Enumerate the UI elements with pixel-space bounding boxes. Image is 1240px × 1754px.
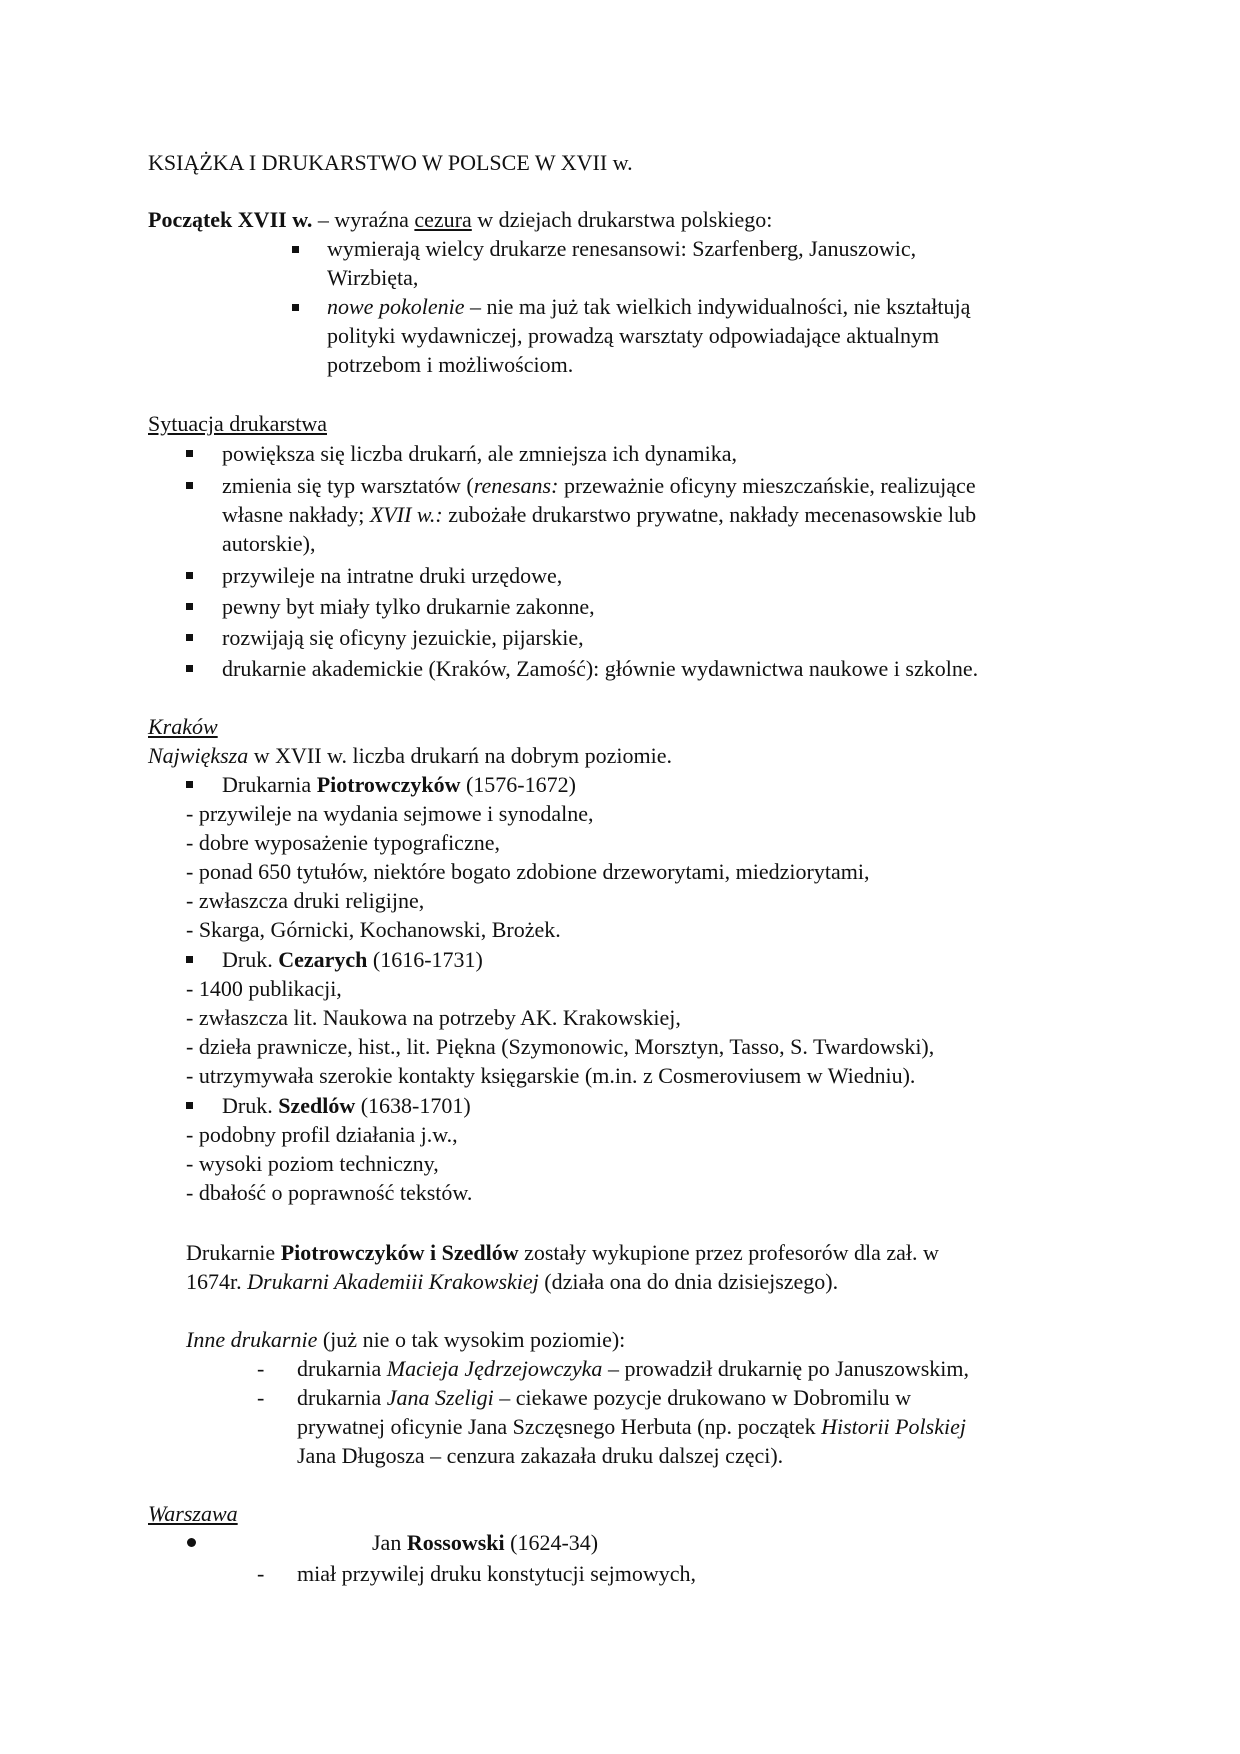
krakow-p3-detail-1: - podobny profil działania j.w.,	[186, 1122, 458, 1147]
heading-sytuacja: Sytuacja drukarstwa	[148, 411, 327, 436]
bullet-square-icon	[186, 603, 193, 610]
sytuacja-bullet-5: rozwijają się oficyny jezuickie, pijarskie,	[222, 625, 584, 650]
krakow-p2-detail-4: - utrzymywała szerokie kontakty księgarskie (m.in. z Cosmeroviusem w Wiedniu).	[186, 1063, 916, 1088]
sytuacja-bullet-6: drukarnie akademickie (Kraków, Zamość): głównie wydawnictwa naukowe i szkolne.	[222, 656, 979, 681]
dash-marker: -	[257, 1385, 265, 1410]
bullet-square-icon	[186, 665, 193, 672]
krakow-p3-detail-3: - dbałość o poprawność tekstów.	[186, 1180, 473, 1205]
krakow-intro: Największa w XVII w. liczba drukarń na dobrym poziomie.	[148, 743, 673, 768]
sytuacja-bullet-4: pewny byt miały tylko drukarnie zakonne,	[222, 594, 595, 619]
krakow-para-line-1: Drukarnie Piotrowczyków i Szedlów zostały wykupione przez profesorów dla zał. w	[186, 1240, 939, 1265]
sytuacja-bullet-2-line-1: zmienia się typ warsztatów (renesans: przeważnie oficyny mieszczańskie, realizujące	[222, 473, 976, 498]
krakow-inne-item-2-line-1: drukarnia Jana Szeligi – ciekawe pozycje drukowano w Dobromilu w	[297, 1385, 912, 1410]
krakow-printer-szedlow: Druk. Szedlów (1638-1701)	[222, 1093, 471, 1118]
krakow-inne-heading: Inne drukarnie (już nie o tak wysokim poziomie):	[186, 1327, 626, 1352]
bullet-square-icon	[186, 1102, 193, 1109]
krakow-inne-item-1: drukarnia Macieja Jędrzejowczyka – prowadził drukarnię po Januszowskim,	[297, 1356, 970, 1381]
bullet-square-icon	[186, 634, 193, 641]
krakow-printer-piotrowczykow: Drukarnia Piotrowczyków (1576-1672)	[222, 772, 576, 797]
krakow-p2-detail-2: - zwłaszcza lit. Naukowa na potrzeby AK. Krakowskiej,	[186, 1005, 681, 1030]
intro-bullet-1-line-2: Wirzbięta,	[327, 265, 419, 290]
sytuacja-bullet-2-line-2: własne nakłady; XVII w.: zubożałe drukarstwo prywatne, nakłady mecenasowskie lub	[222, 502, 977, 527]
dash-marker: -	[257, 1356, 265, 1381]
krakow-p1-detail-1: - przywileje na wydania sejmowe i synodalne,	[186, 801, 594, 826]
krakow-p1-detail-3: - ponad 650 tytułów, niektóre bogato zdobione drzeworytami, miedziorytami,	[186, 859, 870, 884]
krakow-p3-detail-2: - wysoki poziom techniczny,	[186, 1151, 439, 1176]
warszawa-detail-1: miał przywilej druku konstytucji sejmowych,	[297, 1561, 696, 1586]
bullet-square-icon	[186, 781, 193, 788]
intro-bullet-2-line-3: potrzebom i możliwościom.	[327, 352, 574, 377]
krakow-para-line-2: 1674r. Drukarni Akademiii Krakowskiej (działa ona do dnia dzisiejszego).	[186, 1269, 839, 1294]
bullet-square-icon	[292, 304, 299, 311]
krakow-p1-detail-5: - Skarga, Górnicki, Kochanowski, Brożek.	[186, 917, 561, 942]
intro-line: Początek XVII w. – wyraźna cezura w dziejach drukarstwa polskiego:	[148, 207, 773, 232]
bullet-square-icon	[186, 450, 193, 457]
bullet-square-icon	[292, 246, 299, 253]
heading-warszawa: Warszawa	[148, 1501, 238, 1526]
bullet-square-icon	[186, 482, 193, 489]
krakow-p1-detail-4: - zwłaszcza druki religijne,	[186, 888, 425, 913]
warszawa-printer-rossowski: Jan Rossowski (1624-34)	[372, 1530, 599, 1555]
krakow-p1-detail-2: - dobre wyposażenie typograficzne,	[186, 830, 500, 855]
intro-bullet-2-line-1: nowe pokolenie – nie ma już tak wielkich indywidualności, nie kształtują	[327, 294, 971, 319]
bullet-square-icon	[186, 956, 193, 963]
krakow-p2-detail-3: - dzieła prawnicze, hist., lit. Piękna (Szymonowic, Morsztyn, Tasso, S. Twardowski),	[186, 1034, 935, 1059]
sytuacja-bullet-3: przywileje na intratne druki urzędowe,	[222, 563, 563, 588]
bullet-dot-icon	[187, 1538, 196, 1547]
sytuacja-bullet-1: powiększa się liczba drukarń, ale zmniejsza ich dynamika,	[222, 441, 737, 466]
krakow-inne-item-2-line-3: Jana Długosza – cenzura zakazała druku dalszej częci).	[297, 1443, 784, 1468]
krakow-printer-cezarych: Druk. Cezarych (1616-1731)	[222, 947, 483, 972]
dash-marker: -	[257, 1561, 265, 1586]
doc-title: KSIĄŻKA I DRUKARSTWO W POLSCE W XVII w.	[148, 150, 633, 175]
intro-bullet-2-line-2: polityki wydawniczej, prowadzą warsztaty odpowiadające aktualnym	[327, 323, 940, 348]
heading-krakow: Kraków	[148, 714, 218, 739]
krakow-inne-item-2-line-2: prywatnej oficynie Jana Szczęsnego Herbuta (np. początek Historii Polskiej	[297, 1414, 966, 1439]
sytuacja-bullet-2-line-3: autorskie),	[222, 531, 316, 556]
bullet-square-icon	[186, 572, 193, 579]
krakow-p2-detail-1: - 1400 publikacji,	[186, 976, 342, 1001]
intro-bullet-1-line-1: wymierają wielcy drukarze renesansowi: Szarfenberg, Januszowic,	[327, 236, 917, 261]
